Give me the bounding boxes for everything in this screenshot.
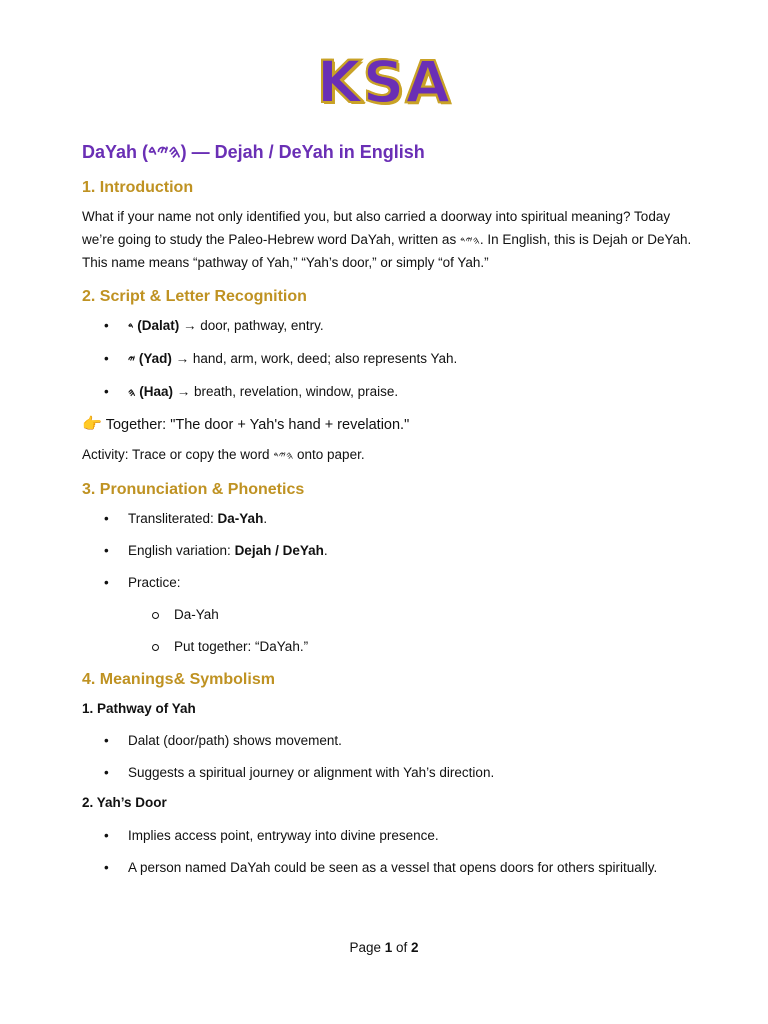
arrow-icon: → — [176, 383, 191, 399]
ksa-logo — [0, 48, 768, 116]
pronunciation-list — [82, 508, 692, 594]
door-list — [82, 825, 692, 879]
together-text: Together: "The door + Yah's hand + revelation." — [105, 416, 410, 433]
intro-text-part1: What if your name not only identified you, but also carried a doorway into spiritual meaning? Today we’re going to study the Paleo-Hebrew word DaYah, written as — [82, 209, 671, 247]
letter-meaning: breath, revelation, window, praise. — [194, 383, 399, 399]
total-page-number: 2 — [411, 940, 419, 955]
letter-name: (Dalat) — [137, 317, 180, 333]
letter-name: (Haa) — [139, 383, 173, 399]
arrow-icon: → — [183, 317, 197, 333]
activity-line — [82, 444, 692, 468]
document-body — [82, 138, 692, 879]
list-item: • English variation: Dejah / DeYah. — [82, 540, 692, 562]
activity-text-part2: onto paper. — [293, 447, 365, 462]
logo-text: KSA — [316, 48, 452, 116]
list-item: • A person named DaYah could be seen as a vessel that opens doors for others spiritually. — [82, 857, 692, 879]
item-label: English variation: — [128, 542, 235, 558]
letter-name: (Yad) — [138, 350, 172, 366]
subheading-pathway: 1. Pathway of Yah — [82, 700, 196, 716]
intro-paragraph — [82, 206, 692, 275]
letter-list — [82, 315, 692, 404]
list-item: • Transliterated: Da-Yah. — [82, 508, 692, 530]
section-heading-script: 2. Script & Letter Recognition — [82, 287, 307, 305]
document-title: DaYah (𐤄𐤉𐤃) — Dejah / DeYah in English — [82, 142, 425, 162]
item-label: Practice: — [128, 574, 181, 590]
footer-prefix: Page — [349, 940, 385, 955]
dalat-glyph: 𐤃 — [128, 319, 134, 333]
list-item — [82, 381, 692, 404]
sub-list-item: Da-Yah — [82, 604, 692, 626]
intro-text-part2: . In English, this is Dejah or DeYah. This name means “pathway of Yah,” “Yah’s door,” or simply “of Yah.” — [82, 231, 692, 270]
list-item: • Implies access point, entryway into divine presence. — [82, 825, 692, 847]
activity-text-part1: Activity: Trace or copy the word — [82, 447, 274, 462]
list-item — [82, 315, 692, 338]
list-item — [82, 348, 692, 371]
list-item: • Suggests a spiritual journey or alignment with Yah’s direction. — [82, 762, 692, 784]
arrow-icon: → — [175, 350, 190, 366]
section-heading-introduction: 1. Introduction — [82, 179, 194, 196]
sub-list-item: Put together: “DaYah.” — [82, 636, 692, 658]
pointing-hand-icon: 👉 — [82, 415, 102, 433]
section-heading-meanings: 4. Meanings& Symbolism — [82, 670, 275, 688]
pathway-list — [82, 730, 692, 784]
together-line — [82, 414, 692, 437]
page-footer — [0, 940, 768, 955]
subheading-door: 2. Yah’s Door — [82, 795, 167, 810]
practice-sublist — [82, 604, 692, 658]
item-label: Transliterated: — [128, 510, 218, 526]
paleo-hebrew-word: 𐤄𐤉𐤃 — [459, 233, 480, 247]
section-heading-pronunciation: 3. Pronunciation & Phonetics — [82, 480, 305, 498]
footer-middle: of — [392, 940, 412, 955]
item-value: Dejah / DeYah — [234, 542, 324, 558]
list-item — [82, 572, 692, 594]
paleo-hebrew-word: 𐤄𐤉𐤃 — [273, 449, 294, 462]
letter-meaning: door, pathway, entry. — [200, 317, 324, 333]
yad-glyph: 𐤉 — [128, 352, 136, 366]
current-page-number: 1 — [384, 940, 393, 955]
list-item: • Dalat (door/path) shows movement. — [82, 730, 692, 752]
item-value: Da-Yah — [217, 510, 264, 526]
letter-meaning: hand, arm, work, deed; also represents Yah. — [192, 350, 458, 366]
haa-glyph: 𐤄 — [128, 385, 136, 399]
